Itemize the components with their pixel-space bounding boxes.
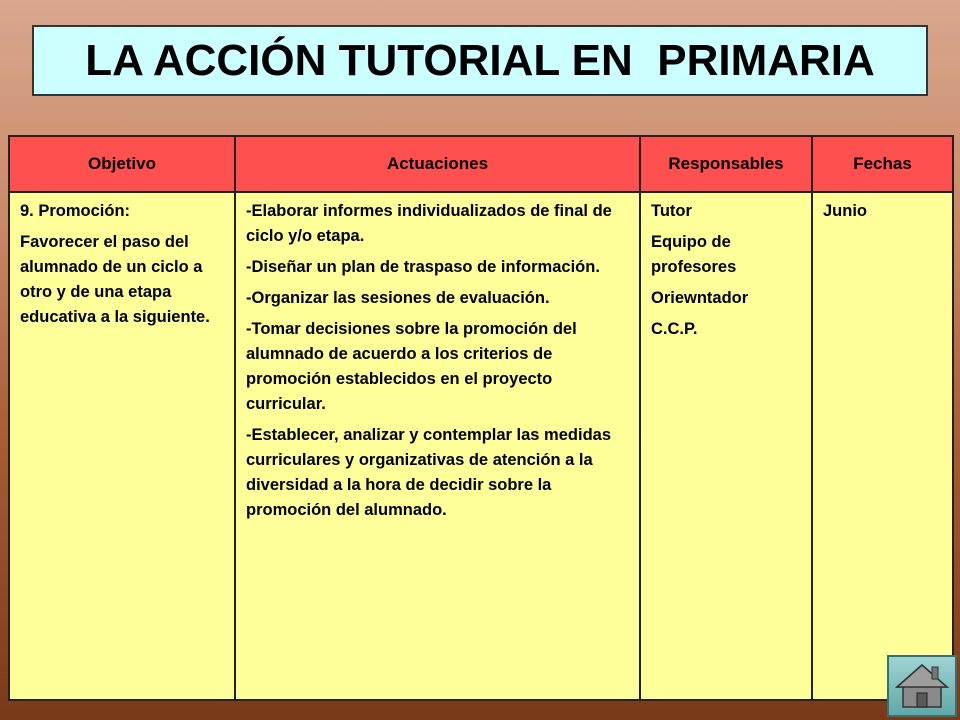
fecha-item: Junio bbox=[823, 202, 867, 220]
cell-objetivo bbox=[9, 192, 235, 700]
actuacion-item: -Elaborar informes individualizados de final de ciclo y/o etapa. bbox=[246, 202, 612, 245]
header-fechas: Fechas bbox=[812, 136, 953, 192]
home-icon bbox=[889, 657, 955, 715]
objetivo-line: 9. Promoción: bbox=[20, 202, 131, 220]
header-objetivo: Objetivo bbox=[9, 136, 235, 192]
responsable-item: Equipo de profesores bbox=[651, 233, 737, 276]
page-title: LA ACCIÓN TUTORIAL EN PRIMARIA bbox=[85, 35, 875, 85]
actuacion-item: -Establecer, analizar y contemplar las medidas curriculares y organizativas de atención a la diversidad a la hora de decidir sobre la promoción del alumnado. bbox=[246, 426, 611, 519]
actuacion-item: -Diseñar un plan de traspaso de información. bbox=[246, 258, 600, 276]
table-header-row bbox=[9, 136, 953, 192]
responsable-item: C.C.P. bbox=[651, 320, 698, 338]
cell-responsables bbox=[640, 192, 812, 700]
responsable-item: Oriewntador bbox=[651, 289, 749, 307]
actuacion-item: -Organizar las sesiones de evaluación. bbox=[246, 289, 550, 307]
home-button[interactable] bbox=[887, 655, 957, 717]
actuacion-item: -Tomar decisiones sobre la promoción del alumnado de acuerdo a los criterios de promoción establecidos en el proyecto curricular. bbox=[246, 320, 577, 413]
table-row bbox=[9, 192, 953, 700]
cell-fechas bbox=[812, 192, 953, 700]
cell-actuaciones bbox=[235, 192, 640, 700]
tutorial-table bbox=[8, 135, 954, 701]
header-responsables: Responsables bbox=[640, 136, 812, 192]
title-box bbox=[32, 25, 928, 96]
responsable-item: Tutor bbox=[651, 202, 692, 220]
objetivo-line: Favorecer el paso del alumnado de un ciclo a otro y de una etapa educativa a la siguiente. bbox=[20, 233, 210, 326]
header-actuaciones: Actuaciones bbox=[235, 136, 640, 192]
